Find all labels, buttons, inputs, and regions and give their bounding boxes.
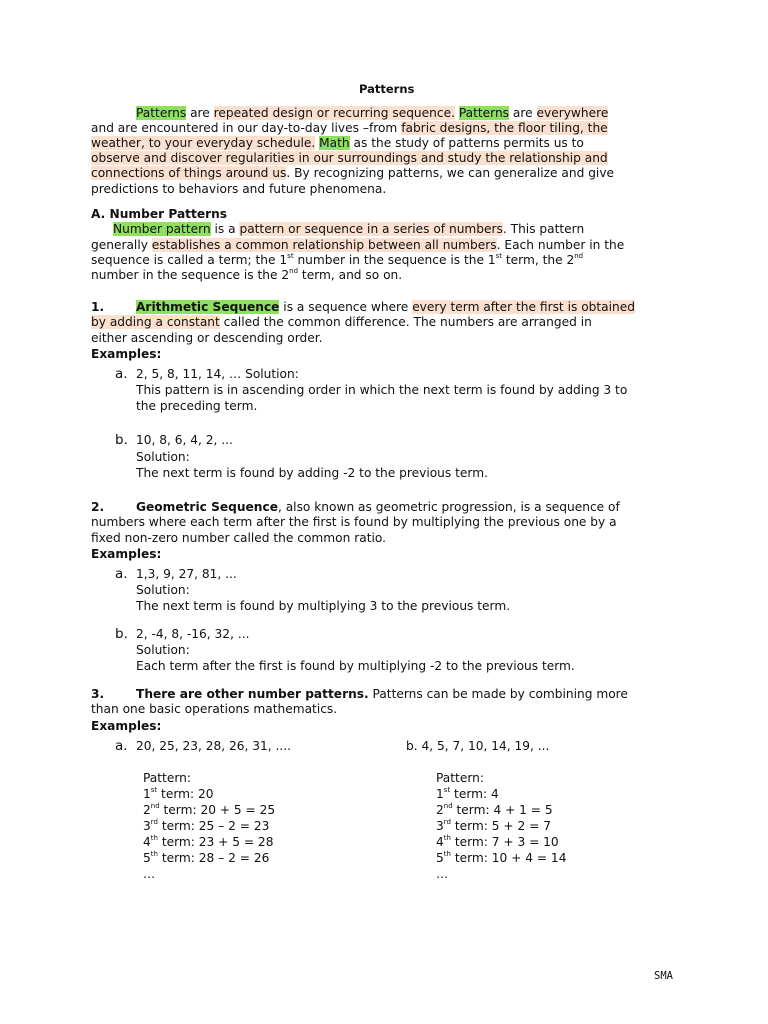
superscript: st	[150, 785, 158, 794]
superscript: th	[150, 849, 158, 858]
superscript: st	[443, 785, 451, 794]
geom-b-solution-label: Solution:	[136, 643, 190, 657]
other-examples-label: Examples:	[91, 719, 162, 733]
superscript: nd	[574, 251, 584, 260]
geom-examples-label: Examples:	[91, 547, 162, 561]
text: term: 10 + 4 = 14	[450, 851, 567, 865]
arithmetic-sequence-term: Arithmetic Sequence	[136, 300, 280, 314]
intro-line-4	[91, 151, 608, 166]
geometric-sequence-term: Geometric Sequence	[136, 500, 278, 514]
geom-b-seq: 2, -4, 8, -16, 32, ...	[136, 627, 250, 641]
geom-number: 2.	[91, 500, 105, 514]
superscript: rd	[150, 817, 158, 826]
text: . This pattern	[502, 222, 585, 236]
superscript: st	[495, 251, 503, 260]
arith-number: 1.	[91, 300, 105, 314]
text: 2	[436, 803, 444, 817]
other-a-term-2	[143, 803, 275, 818]
other-a-marker: a.	[115, 738, 128, 754]
text: term, the 2	[502, 253, 575, 267]
other-a-ellipsis: …	[143, 867, 156, 881]
arith-b-sol-1: The next term is found by adding -2 to the previous term.	[136, 466, 488, 480]
text: Patterns can be made by combining more	[368, 687, 628, 701]
text: 4	[436, 835, 444, 849]
other-b-term-5	[436, 851, 566, 866]
text: . By recognizing patterns, we can generalize and give	[286, 166, 615, 180]
arith-a-sol-1: This pattern is in ascending order in which the next term is found by adding 3 to	[136, 383, 628, 397]
section-a-line-3	[91, 253, 583, 268]
other-a-term-5	[143, 851, 269, 866]
arith-b-seq: 10, 8, 6, 4, 2, ...	[136, 433, 233, 447]
text: predictions to behaviors and future phenomena.	[91, 182, 387, 196]
other-number: 3.	[91, 687, 105, 701]
geom-b-marker: b.	[115, 626, 128, 642]
text: number in the sequence is the 1	[293, 253, 496, 267]
intro-line-5	[91, 166, 614, 181]
highlight: observe and discover regularities in our surroundings and study the relationship and	[91, 151, 608, 165]
other-line-1	[136, 687, 628, 702]
text: 3	[143, 819, 151, 833]
geom-line-3: fixed non-zero number called the common ratio.	[91, 531, 386, 545]
highlight: by adding a constant	[91, 315, 220, 329]
text: , also known as geometric progression, is a sequence of	[277, 500, 620, 514]
geom-a-sol-1: The next term is found by multiplying 3 to the previous term.	[136, 599, 511, 613]
arith-b-solution-label: Solution:	[136, 450, 190, 464]
arith-a-marker: a.	[115, 366, 128, 382]
arith-line-2	[91, 315, 592, 330]
geom-a-seq: 1,3, 9, 27, 81, ...	[136, 567, 237, 581]
text: called the common difference. The numbers are arranged in	[219, 315, 592, 329]
superscript: th	[150, 833, 158, 842]
arith-examples-label: Examples:	[91, 347, 162, 361]
highlight: weather, to your everyday schedule.	[91, 136, 316, 150]
superscript: rd	[443, 817, 451, 826]
page-title: Patterns	[359, 82, 415, 96]
text: term: 20 + 5 = 25	[159, 803, 276, 817]
arith-line-1	[136, 300, 635, 315]
highlight: fabric designs, the floor tiling, the	[401, 121, 608, 135]
text: is a sequence where	[279, 300, 413, 314]
text: term: 23 + 5 = 28	[157, 835, 274, 849]
text: 1	[436, 787, 444, 801]
other-b-pattern-label: Pattern:	[436, 771, 484, 785]
section-a-heading: A. Number Patterns	[91, 207, 228, 221]
highlight-math: Math	[319, 136, 350, 150]
text: term, and so on.	[298, 268, 403, 282]
text: 2	[143, 803, 151, 817]
superscript: nd	[150, 801, 160, 810]
intro-line-2	[91, 121, 608, 136]
arith-a-sol-2: the preceding term.	[136, 399, 258, 413]
intro-line-3	[91, 136, 584, 151]
text: generally	[91, 238, 152, 252]
text: are	[509, 106, 537, 120]
other-b-ellipsis: …	[436, 867, 449, 881]
other-a-term-1	[143, 787, 213, 802]
highlight: every term after the first is obtained	[412, 300, 635, 314]
section-a-line-4	[91, 268, 402, 283]
geom-b-sol-1: Each term after the first is found by multiplying -2 to the previous term.	[136, 659, 575, 673]
geom-a-marker: a.	[115, 566, 128, 582]
superscript: st	[287, 251, 294, 260]
text: 5	[436, 851, 444, 865]
text: 1	[143, 787, 151, 801]
other-a-term-3	[143, 819, 269, 834]
text: term: 25 – 2 = 23	[157, 819, 270, 833]
highlight-number-pattern: Number pattern	[113, 222, 211, 236]
text: term: 7 + 3 = 10	[450, 835, 559, 849]
text: 3	[436, 819, 444, 833]
text: term: 4	[450, 787, 499, 801]
highlight: repeated design or recurring sequence.	[213, 106, 455, 120]
text: . Each number in the	[496, 238, 625, 252]
text: 4	[143, 835, 151, 849]
highlight: connections of things around us	[91, 166, 287, 180]
section-a-line-2	[91, 238, 624, 253]
other-a-term-4	[143, 835, 273, 850]
text: as the study of patterns permits us to	[349, 136, 584, 150]
geom-line-1	[136, 500, 620, 515]
text: term: 5 + 2 = 7	[450, 819, 551, 833]
other-b-term-3	[436, 819, 551, 834]
highlight-patterns: Patterns	[458, 106, 510, 120]
arith-line-3: either ascending or descending order.	[91, 331, 323, 345]
highlight-patterns: Patterns	[136, 106, 187, 120]
superscript: th	[443, 849, 451, 858]
text: are	[186, 106, 214, 120]
arith-b-marker: b.	[115, 432, 128, 448]
arith-a-seq: 2, 5, 8, 11, 14, … Solution:	[136, 367, 299, 381]
intro-line-1	[136, 106, 608, 121]
intro-line-6	[91, 182, 386, 197]
other-b-term-2	[436, 803, 553, 818]
other-b-term-1	[436, 787, 499, 802]
geom-line-2: numbers where each term after the first is found by multiplying the previous one by a	[91, 515, 617, 529]
text: sequence is called a term; the 1	[91, 253, 288, 267]
superscript: nd	[289, 266, 299, 275]
text: 5	[143, 851, 151, 865]
other-a-pattern-label: Pattern:	[143, 771, 191, 785]
text: term: 20	[157, 787, 214, 801]
text: term: 28 – 2 = 26	[157, 851, 270, 865]
other-b-seq: b. 4, 5, 7, 10, 14, 19, ...	[406, 739, 550, 753]
other-line-2: than one basic operations mathematics.	[91, 702, 338, 716]
highlight: pattern or sequence in a series of numbers	[239, 222, 503, 236]
superscript: nd	[443, 801, 453, 810]
footer-initials: SMA	[654, 970, 673, 982]
geom-a-solution-label: Solution:	[136, 583, 190, 597]
section-a-line-1	[113, 222, 584, 237]
highlight: establishes a common relationship between all numbers	[151, 238, 497, 252]
text: number in the sequence is the 2	[91, 268, 290, 282]
text: is a	[210, 222, 240, 236]
other-a-seq: 20, 25, 23, 28, 26, 31, ....	[136, 739, 292, 753]
highlight: everywhere	[536, 106, 609, 120]
text: term: 4 + 1 = 5	[452, 803, 553, 817]
superscript: th	[443, 833, 451, 842]
other-patterns-term: There are other number patterns.	[136, 687, 369, 701]
text: and are encountered in our day-to-day lives –from	[91, 121, 402, 135]
other-b-term-4	[436, 835, 559, 850]
